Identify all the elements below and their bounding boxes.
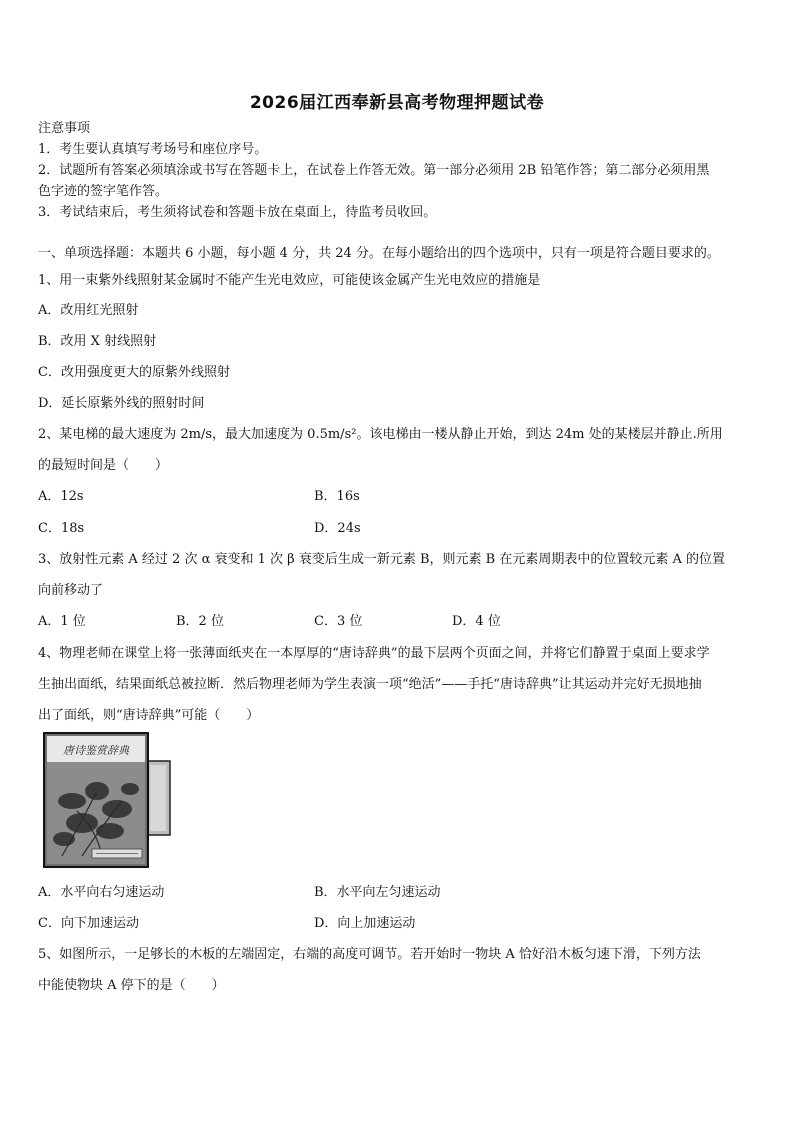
q1-option-b: B．改用 X 射线照射	[38, 334, 157, 349]
dictionary-figure	[42, 731, 172, 871]
book-illustration	[42, 731, 172, 871]
notice-item-1: 1．考生要认真填写考场号和座位序号。	[38, 142, 268, 157]
q3-stem-line1: 3、放射性元素 A 经过 2 次 α 衰变和 1 次 β 衰变后生成一新元素 B，则元素 B 在元素周期表中的位置较元素 A 的位置	[38, 552, 725, 567]
notice-item-2: 2．试题所有答案必须填涂或书写在答题卡上，在试卷上作答无效。第一部分必须用 2B 铅笔作答；第二部分必须用黑	[38, 163, 710, 178]
notice-heading: 注意事项	[38, 121, 91, 136]
paper-inner	[150, 765, 166, 831]
q2-option-b: B．16s	[314, 489, 360, 504]
section-heading: 一、单项选择题：本题共 6 小题，每小题 4 分，共 24 分。在每小题给出的四个选项中，只有一项是符合题目要求的。	[38, 246, 720, 261]
q3-option-c: C．3 位	[314, 614, 363, 629]
q1-option-a: A．改用红光照射	[38, 303, 139, 318]
q4-option-b: B．水平向左匀速运动	[314, 885, 441, 900]
notice-item-3: 3．考试结束后，考生须将试卷和答题卡放在桌面上，待监考员收回。	[38, 205, 437, 220]
q2-stem-line2: 的最短时间是（ ）	[38, 458, 169, 473]
page-title: 2026届江西奉新县高考物理押题试卷	[249, 93, 545, 113]
q4-option-d: D．向上加速运动	[314, 916, 416, 931]
q2-option-c: C．18s	[38, 521, 85, 536]
q2-option-d: D．24s	[314, 521, 361, 536]
q1-option-d: D．延长原紫外线的照射时间	[38, 396, 205, 411]
q3-option-d: D．4 位	[452, 614, 501, 629]
notice-item-2-cont: 色字迹的签字笔作答。	[38, 184, 169, 199]
q4-option-a: A．水平向右匀速运动	[38, 885, 165, 900]
q1-option-c: C．改用强度更大的原紫外线照射	[38, 365, 230, 380]
q2-stem-line1: 2、某电梯的最大速度为 2m/s，最大加速度为 0.5m/s²。该电梯由一楼从静止开始，到达 24m 处的某楼层并静止.所用	[38, 427, 723, 442]
q4-stem-line3: 出了面纸，则“唐诗辞典”可能（ ）	[38, 708, 260, 723]
q1-stem: 1、用一束紫外线照射某金属时不能产生光电效应，可能使该金属产生光电效应的措施是	[38, 273, 541, 288]
q4-option-c: C．向下加速运动	[38, 916, 139, 931]
q3-option-a: A．1 位	[38, 614, 86, 629]
q4-stem-line2: 生抽出面纸，结果面纸总被拉断．然后物理老师为学生表演一项“绝活”——手托“唐诗辞典”让其运动并完好无损地抽	[38, 677, 702, 692]
q5-stem-line2: 中能使物块 A 停下的是（ ）	[38, 978, 225, 993]
q3-option-b: B．2 位	[176, 614, 224, 629]
q5-stem-line1: 5、如图所示，一足够长的木板的左端固定，右端的高度可调节。若开始时一物块 A 恰好沿木板匀速下滑，下列方法	[38, 947, 701, 962]
book-title-text: 唐诗鉴赏辞典	[63, 744, 129, 757]
q3-stem-line2: 向前移动了	[38, 583, 104, 598]
q4-stem-line1: 4、物理老师在课堂上将一张薄面纸夹在一本厚厚的“唐诗辞典”的最下层两个页面之间，并将它们静置于桌面上要求学	[38, 646, 710, 661]
q2-option-a: A．12s	[38, 489, 84, 504]
